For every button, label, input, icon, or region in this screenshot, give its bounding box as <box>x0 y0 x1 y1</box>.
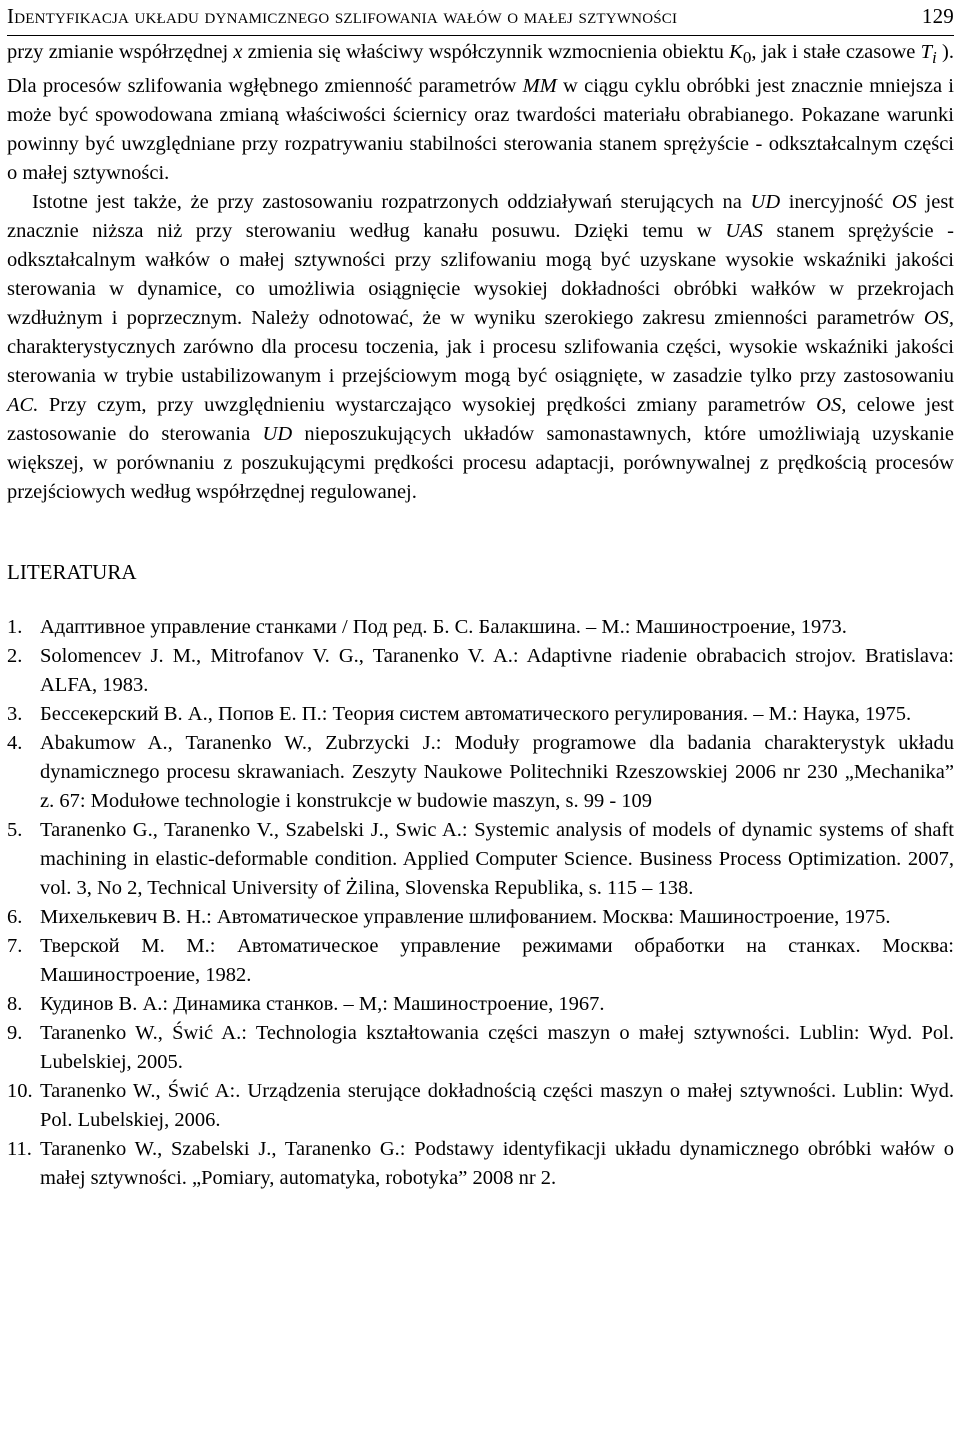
reference-item <box>7 816 954 903</box>
text-run: w ciągu cyklu obróbki jest znacznie mniejsza i może być spowodowana zmianą właściwości ściernicy oraz twardości materiału obrabianego. Pokazane warunki powinny być uwzględniane przy rozpatrywaniu stabilności sterowania stanem sprężyście - odkształcalnym części o małej sztywności. <box>7 75 954 185</box>
reference-text: Taranenko W., Świć A.: Technologia kształtowania części maszyn o małej sztywności. Lublin: Wyd. Pol. Lubelskiej, 2005. <box>40 1022 954 1074</box>
text-run: ). Dla procesów szlifowania wgłębnego zmienność parametrów <box>7 41 955 98</box>
text-run: jest znacznie niższa niż przy sterowaniu według kanału posuwu. Dzięki temu w <box>7 191 954 243</box>
math-variable: UD <box>262 423 293 446</box>
reference-number: 5. <box>7 819 23 842</box>
running-title: Identyfikacja układu dynamicznego szlifowania wałów o małej sztywności <box>7 4 678 28</box>
body-paragraph-1 <box>7 38 954 188</box>
reference-list <box>7 613 954 1193</box>
reference-item <box>7 932 954 990</box>
reference-number: 9. <box>7 1022 23 1045</box>
text-run: celowe jest zastosowanie do sterowania <box>7 394 954 446</box>
reference-number: 2. <box>7 645 23 668</box>
math-variable: UD <box>750 191 781 214</box>
reference-number: 11. <box>7 1138 32 1161</box>
math-variable: UAS <box>725 220 763 243</box>
text-run: Istotne jest także, że przy zastosowaniu rozpatrzonych oddziaływań sterujących na <box>32 191 751 214</box>
reference-text: Taranenko W., Świć A:. Urządzenia sterujące dokładnością części maszyn o małej sztywności. Lublin: Wyd. Pol. Lubelskiej, 2006. <box>40 1080 954 1132</box>
text-run: nieposzukujących układów samonastawnych, które umożliwiają uzyskanie większej, w porównaniu z poszukującymi prędkości procesu adaptacji, porównywalnej z prędkością procesów przejściowych według współrzędnej regulowanej. <box>7 423 955 504</box>
text-run: charakterystycznych zarówno dla procesu toczenia, jak i procesu szlifowania części, wysokie wskaźniki jakości sterowania w trybie ustabilizowanym i przejściowym mogą być osiągnięte, w zasadzie tylko przy zastosowaniu <box>7 336 954 388</box>
reference-text: Taranenko W., Szabelski J., Taranenko G.: Podstawy identyfikacji układu dynamicznego obróbki wałów o małej sztywności. „Pomiary, automatyka, robotyka” 2008 nr 2. <box>40 1138 954 1190</box>
reference-text: Бессекерский В. А., Попов Е. П.: Теория систем автоматического регулирования. – М.: Наука, 1975. <box>40 703 912 726</box>
math-subscript: i <box>932 48 937 68</box>
math-variable: OS, <box>923 307 954 330</box>
body-paragraph-2 <box>7 188 954 507</box>
reference-text: Solomencev J. M., Mitrofanov V. G., Taranenko V. A.: Adaptivne riadenie obrabacich strojov. Bratislava: ALFA, 1983. <box>40 645 954 697</box>
reference-item <box>7 1019 954 1077</box>
reference-number: 8. <box>7 993 23 1016</box>
text-run: przy zmianie współrzędnej <box>7 41 234 63</box>
reference-item <box>7 613 954 642</box>
reference-item <box>7 700 954 729</box>
reference-number: 7. <box>7 935 23 958</box>
math-subscript: 0 <box>742 48 752 68</box>
running-header <box>7 2 954 36</box>
reference-text: Адаптивное управление станками / Под ред. Б. С. Балакшина. – М.: Машиностроение, 1973. <box>40 616 847 639</box>
reference-number: 6. <box>7 906 23 929</box>
reference-item <box>7 729 954 816</box>
math-variable: MM <box>522 75 557 98</box>
math-variable: x <box>233 41 243 63</box>
reference-text: Тверской М. М.: Автоматическое управление режимами обработки на станках. Москва: Машиностроение, 1982. <box>40 935 954 987</box>
reference-text: Abakumow A., Taranenko W., Zubrzycki J.: Moduły programowe dla badania charakterystyk układu dynamicznego procesu skrawaniach. Zeszyty Naukowe Politechniki Rzeszowskiej 2006 nr 230 „Mechanika” z. 67: Modułowe technologie i konstrukcje w budowie maszyn, s. 99 - 109 <box>40 732 954 813</box>
text-run: zmienia się właściwy współczynnik wzmocnienia obiektu <box>242 41 730 63</box>
reference-item <box>7 903 954 932</box>
text-run: stanem sprężyście - odkształcalnym wałków o małej sztywności przy szlifowaniu mogą być uzyskane wysokie wskaźniki jakości sterowania w dynamice, co umożliwia osiągnięcie wysokiej dokładności obróbki wałków w przekrojach wzdłużnym i poprzecznym. Należy odnotować, że w wyniku szerokiego zakresu zmienności parametrów <box>7 220 954 330</box>
text-run: inercyjność <box>780 191 892 214</box>
text-run: , jak i stałe czasowe <box>751 41 921 63</box>
math-variable: K <box>729 41 743 63</box>
reference-text: Taranenko G., Taranenko V., Szabelski J., Swic A.: Systemic analysis of models of dynamic systems of shaft machining in elastic-deformable condition. Applied Computer Science. Business Process Optimization. 2007, vol. 3, No 2, Technical University of Żilina, Slovenska Republika, s. 115 – 138. <box>40 819 954 900</box>
reference-number: 4. <box>7 732 23 755</box>
math-variable: OS, <box>816 394 847 417</box>
reference-number: 10. <box>7 1080 33 1103</box>
math-variable: AC. <box>7 394 39 417</box>
reference-number: 3. <box>7 703 23 726</box>
page-number: 129 <box>921 4 954 28</box>
text-run: Przy czym, przy uwzględnieniu wystarczająco wysokiej prędkości zmiany parametrów <box>38 394 817 417</box>
reference-item <box>7 1077 954 1135</box>
math-variable: OS <box>891 191 917 214</box>
reference-text: Кудинов В. А.: Динамика станков. – М,: Машиностроение, 1967. <box>40 993 605 1016</box>
reference-item <box>7 1135 954 1193</box>
math-variable: T <box>920 41 933 63</box>
reference-number: 1. <box>7 616 23 639</box>
reference-item <box>7 990 954 1019</box>
reference-text: Михелькевич В. Н.: Автоматическое управление шлифованием. Москва: Машиностроение, 1975. <box>40 906 891 929</box>
literature-heading: LITERATURA <box>7 560 137 585</box>
reference-item <box>7 642 954 700</box>
